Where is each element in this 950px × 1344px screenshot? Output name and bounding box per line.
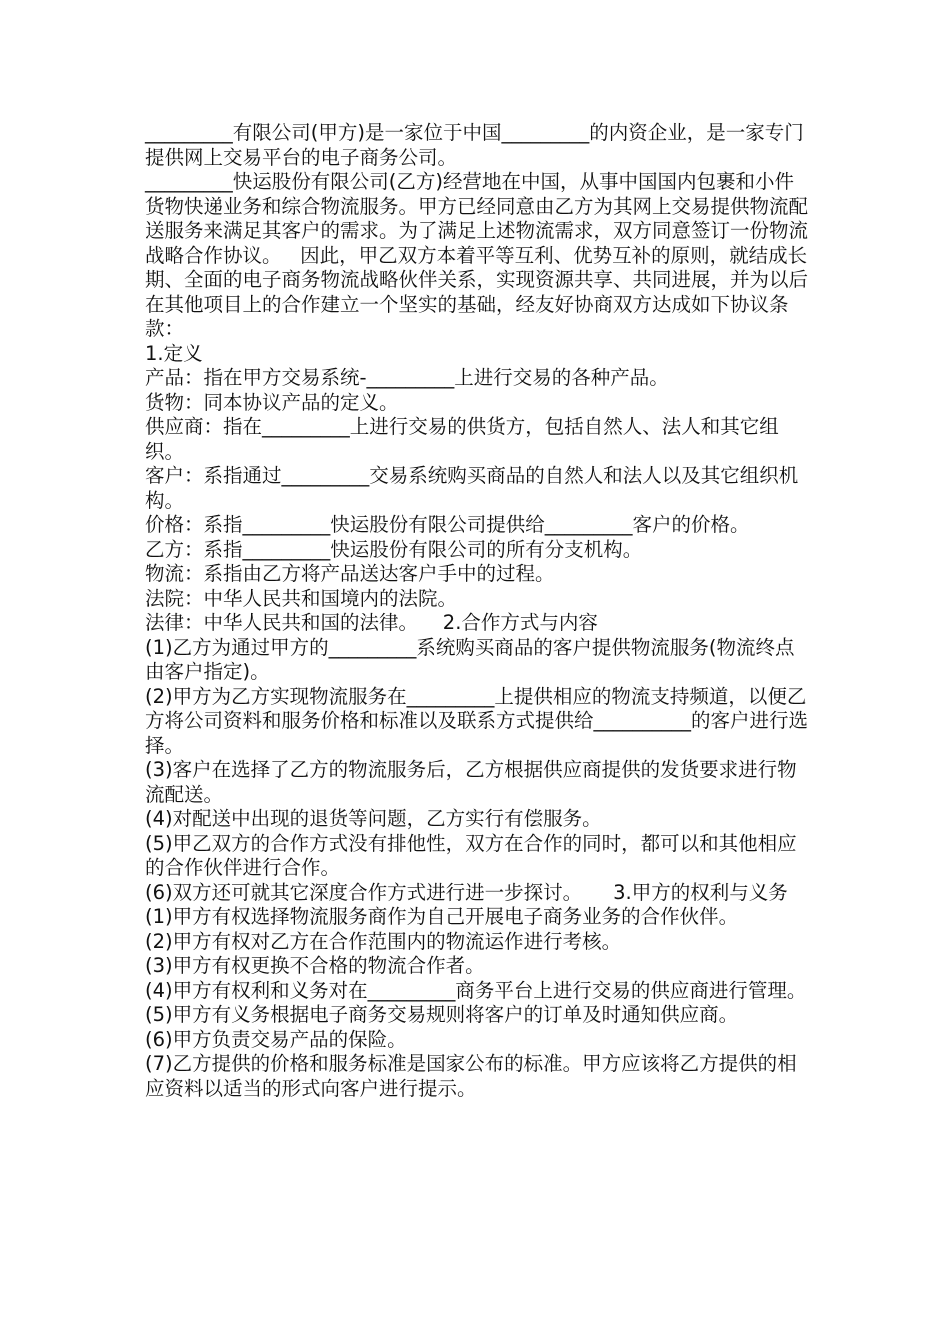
cooperation-item-3: (3)客户在选择了乙方的物流服务后，乙方根据供应商提供的发货要求进行物流配送。 <box>145 758 797 806</box>
definition-goods: 货物：同本协议产品的定义。 <box>145 390 399 414</box>
definition-party-b: 乙方：系指_________快运股份有限公司的所有分支机构。 <box>145 537 643 561</box>
definition-logistics: 物流：系指由乙方将产品送达客户手中的过程。 <box>145 562 555 585</box>
party-a-right-3: (3)甲方有权更换不合格的物流合作者。 <box>145 954 485 977</box>
definition-court: 法院：中华人民共和国境内的法院。 <box>145 586 458 610</box>
definition-product: 产品：指在甲方交易系统-_________上进行交易的各种产品。 <box>145 366 669 389</box>
definition-law: 法律：中华人民共和国的法律。 2.合作方式与内容 <box>145 611 598 634</box>
cooperation-item-4: (4)对配送中出现的退货等问题，乙方实行有偿服务。 <box>145 807 602 830</box>
cooperation-item-2: (2)甲方为乙方实现物流服务在_________上提供相应的物流支持频道，以便乙方将公司资料和服务价格和标准以及联系方式提供给__________的客户进行选择。 <box>145 684 809 757</box>
party-a-right-7: (7)乙方提供的价格和服务标准是国家公布的标准。甲方应该将乙方提供的相应资料以适当的形式向客户进行提示。 <box>145 1052 797 1100</box>
party-a-right-4: (4)甲方有权利和义务对在_________商务平台上进行交易的供应商进行管理。 <box>145 978 807 1002</box>
cooperation-item-5: (5)甲乙双方的合作方式没有排他性，双方在合作的同时，都可以和其他相应的合作伙伴进行合作。 <box>145 831 797 879</box>
section-heading-definitions: 1.定义 <box>145 341 203 365</box>
party-a-right-5: (5)甲方有义务根据电子商务交易规则将客户的订单及时通知供应商。 <box>145 1003 739 1026</box>
document-body <box>145 121 810 1101</box>
party-a-right-2: (2)甲方有权对乙方在合作范围内的物流运作进行考核。 <box>145 929 622 953</box>
definition-customer: 客户：系指通过_________交易系统购买商品的自然人和法人以及其它组织机构。 <box>145 464 799 512</box>
intro-party-b: _________快运股份有限公司(乙方)经营地在中国，从事中国国内包裹和小件货物快递业务和综合物流服务。甲方已经同意由乙方为其网上交易提供物流配送服务来满足其客户的需求。为了满足上述物流需求，双方同意签订一份物流战略合作协议。 因此，甲乙双方本着平等互利、优势互补的原则，就结成长期、全面的电子商务物流战略伙伴关系，实现资源共享、共同进展，并为以后在其他项目上的合作建立一个坚实的基础，经友好协商双方达成如下协议条款： <box>145 170 809 340</box>
definition-price: 价格：系指_________快运股份有限公司提供给_________客户的价格。 <box>145 513 750 536</box>
party-a-right-1: (1)甲方有权选择物流服务商作为自己开展电子商务业务的合作伙伴。 <box>145 905 739 928</box>
cooperation-item-1: (1)乙方为通过甲方的_________系统购买商品的客户提供物流服务(物流终点由客户指定)。 <box>145 635 795 683</box>
definition-supplier: 供应商：指在_________上进行交易的供货方，包括自然人、法人和其它组织。 <box>145 415 779 463</box>
cooperation-item-6: (6)双方还可就其它深度合作方式进行进一步探讨。 3.甲方的权利与义务 <box>145 880 788 904</box>
intro-party-a: _________有限公司(甲方)是一家位于中国_________的内资企业，是一家专门提供网上交易平台的电子商务公司。 <box>145 121 804 169</box>
party-a-right-6: (6)甲方负责交易产品的保险。 <box>145 1027 407 1051</box>
